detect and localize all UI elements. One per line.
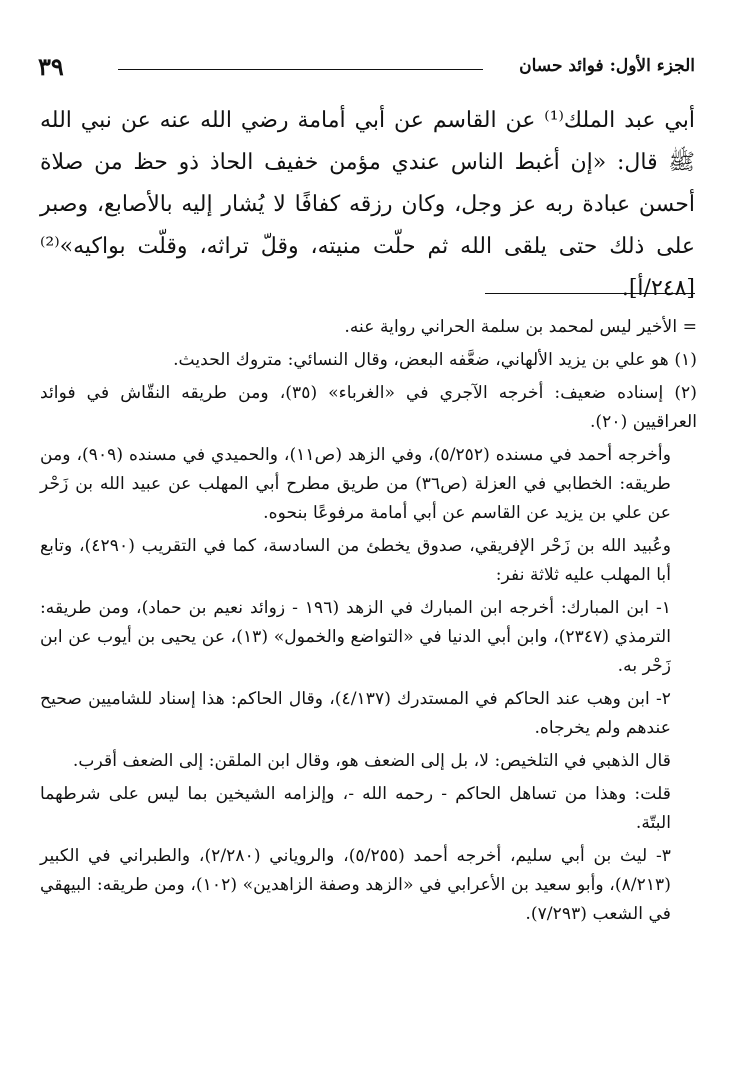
footnote-2-para-7: ٣- ليث بن أبي سليم، أخرجه أحمد (٥/٢٥٥)، والروياني (٢/٢٨٠)، والطبراني في الكبير (٨/٢١٣)، وأبو سعيد بن الأعرابي في «الزهد وصفة الزاهدين» (١٠٢)، ومن طريقه: البيهقي في الشعب (٧/٢٩٣). xyxy=(40,846,672,924)
footnote-continuation: = الأخير ليس لمحمد بن سلمة الحراني رواية عنه. xyxy=(344,317,697,337)
footnotes xyxy=(40,313,697,933)
page-number: ٣٩ xyxy=(38,52,64,81)
running-header xyxy=(38,52,695,84)
footnote-separator xyxy=(485,293,695,294)
footnote-2-para-4: ٢- ابن وهب عند الحاكم في المستدرك (٤/١٣٧)، وقال الحاكم: هذا إسناد للشاميين صحيح عندهم ولم يخرجاه. xyxy=(40,689,671,738)
main-text xyxy=(40,100,695,310)
footnote-2-para-6: قلت: وهذا من تساهل الحاكم - رحمه الله -، وإلزامه الشيخين بما ليس على شرطهما البتّة. xyxy=(40,784,671,833)
footnote-2-para-2: وعُبيد الله بن زَحْر الإفريقي، صدوق يخطئ من السادسة، كما في التقريب (٤٢٩٠)، وتابع أبا المهلب عليه ثلاثة نفر: xyxy=(40,536,672,585)
footnote-1: (١) هو علي بن يزيد الألهاني، ضعَّفه البعض، وقال النسائي: متروك الحديث. xyxy=(173,350,697,370)
running-header-title: الجزء الأول: فوائد حسان xyxy=(519,56,695,76)
footnote-2: (٢) إسناده ضعيف: أخرجه الآجري في «الغرباء» (٣٥)، ومن طريقه النقّاش في فوائد العراقيين (٢٠). xyxy=(40,383,697,432)
main-paragraph: أبي عبد الملك⁽¹⁾ عن القاسم عن أبي أمامة رضي الله عنه عن نبي الله ﷺ قال: «إن أغبط الناس عندي مؤمن خفيف الحاذ ذو حظ من صلاة أحسن عبادة ربه عز وجل، وكان رزقه كفافًا لا يُشار إليه بالأصابع، وصبر على ذلك حتى يلقى الله ثم حلّت منيته، وقلّ تراثه، وقلّت بواكيه»⁽²⁾ [٢٤٨/أ]. xyxy=(40,108,695,301)
footnote-2-para-3: ١- ابن المبارك: أخرجه ابن المبارك في الزهد (١٩٦ - زوائد نعيم بن حماد)، ومن طريقه: الترمذي (٢٣٤٧)، وابن أبي الدنيا في «التواضع والخمول» (١٣)، عن يحيى بن أيوب عن ابن زَحْر به. xyxy=(40,598,671,676)
footnote-2-para-5: قال الذهبي في التلخيص: لا، بل إلى الضعف هو، وقال ابن الملقن: إلى الضعف أقرب. xyxy=(72,751,671,771)
footnote-2-para-1: وأخرجه أحمد في مسنده (٥/٢٥٢)، وفي الزهد (ص١١)، والحميدي في مسنده (٩٠٩)، ومن طريقه: الخطابي في العزلة (ص٣٦) من طريق مطرح أبي المهلب عن عبيد الله بن زَحْر عن علي بن يزيد عن القاسم عن أبي أمامة مرفوعًا بنحوه. xyxy=(40,445,671,523)
header-rule xyxy=(118,69,483,70)
